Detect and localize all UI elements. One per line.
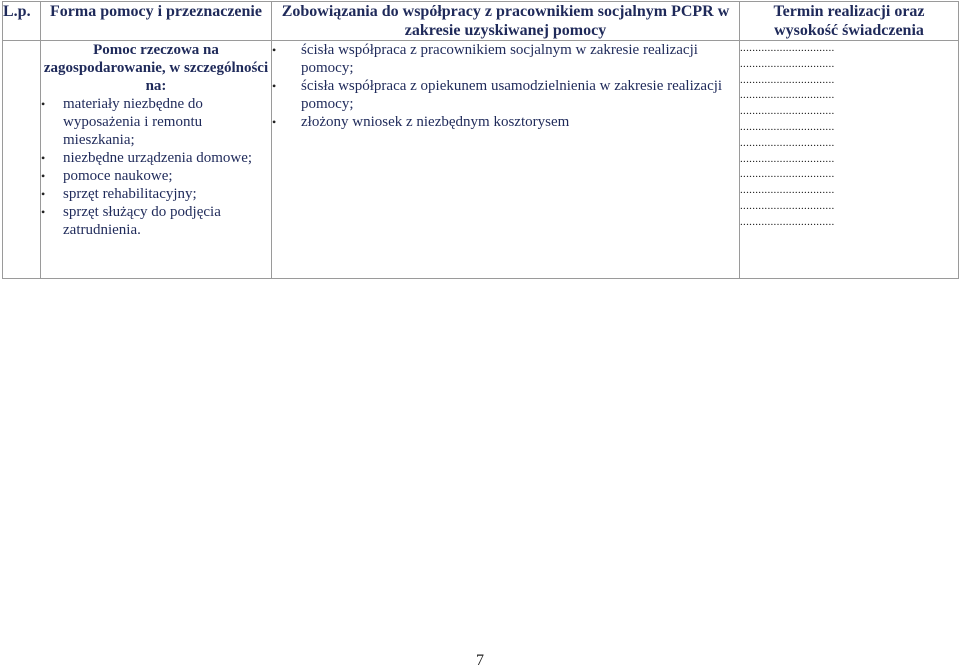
table-header-row [3,2,959,41]
list-item: • materiały niezbędne do wyposażenia i remontu mieszkania; [41,96,203,148]
term-dotted-lines [740,41,958,231]
obligation-items-list [272,41,739,131]
dotted-line: ............................... [740,168,835,181]
dotted-line: ............................... [740,215,835,228]
list-item: • sprzęt służący do podjęcia zatrudnienia. [41,204,221,238]
bullet-icon: • [41,205,46,219]
dotted-line: ............................... [740,152,835,165]
dotted-line: ............................... [740,120,835,133]
dotted-line: ............................... [740,105,835,118]
assistance-table [2,1,959,279]
list-item: • sprzęt rehabilitacyjny; [41,186,197,202]
dotted-line: ............................... [740,73,835,86]
bullet-icon: • [41,169,46,183]
cell-lp [3,41,41,279]
dotted-line: ............................... [740,136,835,149]
cell-term [740,41,959,279]
dotted-line: ............................... [740,184,835,197]
header-lp: L.p. [3,2,41,41]
dotted-line: ............................... [740,42,835,54]
list-item: • niezbędne urządzenia domowe; [41,150,253,166]
bullet-icon: • [272,79,277,93]
cell-obligations [272,41,740,279]
header-term: Termin realizacji oraz wysokość świadczenia [740,2,959,41]
list-item: • ścisła współpraca z opiekunem usamodzielnienia w zakresie realizacji pomocy; [272,78,723,112]
table-row [3,41,959,279]
page-number: 7 [476,652,484,669]
bullet-icon: • [41,187,46,201]
form-items-list [41,95,271,239]
bullet-icon: • [272,115,277,129]
cell-form [41,41,272,279]
bullet-icon: • [41,97,46,111]
list-item: • ścisła współpraca z pracownikiem socjalnym w zakresie realizacji pomocy; [272,42,698,76]
header-obligations: Zobowiązania do współpracy z pracownikiem socjalnym PCPR w zakresie uzyskiwanej pomocy [272,2,740,41]
list-item: • pomoce naukowe; [41,168,173,184]
form-title: Pomoc rzeczowa na zagospodarowanie, w szczególności na: [43,42,269,94]
header-form: Forma pomocy i przeznaczenie [41,2,272,41]
list-item: • złożony wniosek z niezbędnym kosztorysem [272,114,570,130]
dotted-line: ............................... [740,199,835,212]
bullet-icon: • [272,43,277,57]
dotted-line: ............................... [740,57,835,70]
bullet-icon: • [41,151,46,165]
dotted-line: ............................... [740,89,835,102]
